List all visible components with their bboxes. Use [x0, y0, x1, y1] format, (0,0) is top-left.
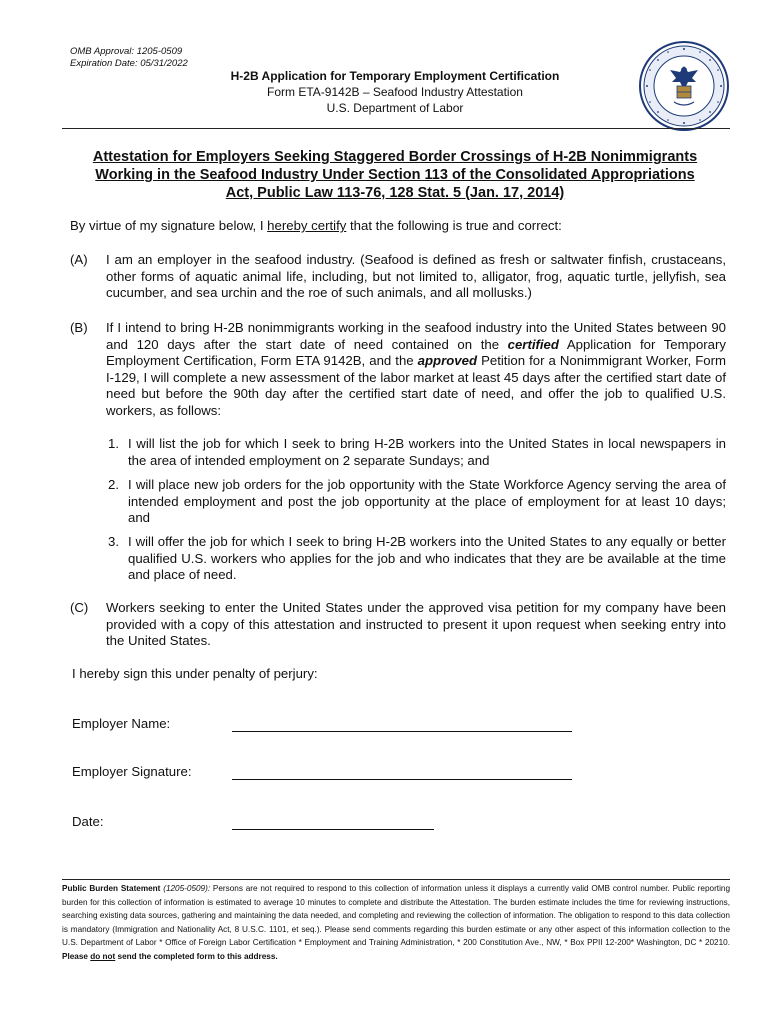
subitem-number: 1. — [108, 436, 119, 451]
form-header — [160, 68, 630, 116]
item-label: (C) — [70, 600, 89, 615]
form-header-agency: U.S. Department of Labor — [326, 101, 464, 115]
subitem-text: I will list the job for which I seek to bring H-2B workers into the United States in local newspapers in the area of intended employment on 2 separate Sundays; and — [128, 436, 726, 468]
header-divider — [62, 128, 730, 129]
subitem-text: I will place new job orders for the job opportunity with the State Workforce Agency serving the area of intended employment and post the job opportunity at the place of employment for at least 10 days; and — [128, 477, 726, 525]
burden-end: send the completed form to this address. — [115, 951, 278, 961]
attestation-title-line: Working in the Seafood Industry Under Section 113 of the Consolidated Appropriations — [95, 167, 695, 183]
form-header-subtitle: Form ETA-9142B – Seafood Industry Attestation — [267, 85, 523, 99]
attestation-title-line: Attestation for Employers Seeking Staggered Border Crossings of H-2B Nonimmigrants — [92, 149, 698, 165]
employer-name-label: Employer Name: — [72, 716, 171, 731]
subitem-number: 3. — [108, 534, 119, 549]
form-header-title: H-2B Application for Temporary Employment Certification — [230, 69, 560, 83]
omb-info — [70, 46, 188, 70]
perjury-statement: I hereby sign this under penalty of perjury: — [72, 666, 318, 681]
date-field[interactable] — [232, 828, 434, 830]
intro-underlined: hereby certify — [267, 218, 347, 233]
employer-signature-label: Employer Signature: — [72, 764, 192, 779]
subitem-number: 2. — [108, 477, 119, 492]
date-label: Date: — [72, 814, 104, 829]
burden-please: Please — [62, 951, 91, 961]
intro-text: that the following is true and correct: — [346, 218, 562, 233]
burden-body: Persons are not required to respond to this collection of information unless it displays a currently valid OMB control number. Public reporting burden for this collection of information is estimated to average 10 minutes to complete and distribute the Attestation. The burden estimate includes the time for reviewing instructions, searching existing data sources, gathering and maintaining the data needed, and completing and reviewing the collection of information. The obligation to respond to this data collection is mandatory (Immigration and Nationality Act, 8 U.S.C. 1101, et seq.). Please send comments regarding this burden estimate or any other aspect of this information collection to the U.S. Department of Labor * Office of Foreign Labor Certification * Employment and Training Administration, * 200 Constitution Ave., NW, * Box PPII 12-200* Washington, DC * 20210. — [62, 884, 730, 947]
item-label: (A) — [70, 252, 88, 267]
public-burden-statement — [62, 882, 730, 963]
item-text-part: Petition for a Nonimmigrant Worker, Form I-129, I will complete a new assessment of the labor market at least 45 days after the certified start date of need but before the 90th day after the certified start date of need, and offer the job to qualified U.S. workers, as follows: — [106, 353, 726, 418]
item-label: (B) — [70, 320, 88, 335]
item-text-part: If I intend to bring H-2B nonimmigrants working in the seafood industry into the United States between 90 and 120 days after the start date of need contained on the — [106, 320, 726, 352]
burden-do-not: do not — [90, 951, 116, 961]
item-b — [70, 320, 726, 420]
item-text: Workers seeking to enter the United States under the approved visa petition for my company have been provided with a copy of this attestation and instructed to present it upon request when seeking entry into the United States. — [106, 600, 726, 648]
employer-name-field[interactable] — [232, 730, 572, 732]
item-c — [70, 600, 726, 652]
dol-seal-icon — [638, 40, 730, 132]
item-text — [106, 320, 726, 419]
burden-divider — [62, 879, 730, 880]
certified-emphasis: certified — [507, 336, 559, 352]
attestation-title — [70, 148, 720, 202]
omb-approval: OMB Approval: 1205-0509 — [70, 46, 183, 57]
item-text: I am an employer in the seafood industry. (Seafood is defined as fresh or saltwater finfish, crustaceans, other forms of aquatic animal life, including, but not limited to, alligator, frog, aquatic turtle, jellyfish, sea cucumber, and sea urchin and the roe of such animals, and all mollusks.) — [106, 252, 726, 300]
item-text-part: Application for Temporary Employment Certification, Form ETA 9142B, and the — [106, 336, 726, 368]
subitem-1 — [108, 436, 726, 470]
burden-omb-ref: (1205-0509): — [163, 884, 211, 893]
subitem-text: I will offer the job for which I seek to bring H-2B workers into the United States to any equally or better qualified U.S. workers who applies for the job and who indicates that they are be available at the time and place of need. — [128, 534, 726, 582]
attestation-title-line: Act, Public Law 113-76, 128 Stat. 5 (Jan. 17, 2014) — [225, 185, 565, 201]
employer-signature-field[interactable] — [232, 778, 572, 780]
subitem-2 — [108, 477, 726, 527]
certification-intro — [70, 217, 730, 234]
approved-emphasis: approved — [417, 353, 478, 368]
omb-expiration: Expiration Date: 05/31/2022 — [70, 58, 188, 69]
item-a — [70, 252, 726, 304]
burden-heading: Public Burden Statement — [62, 884, 161, 893]
subitem-3 — [108, 534, 726, 584]
intro-text: By virtue of my signature below, I — [70, 218, 268, 233]
